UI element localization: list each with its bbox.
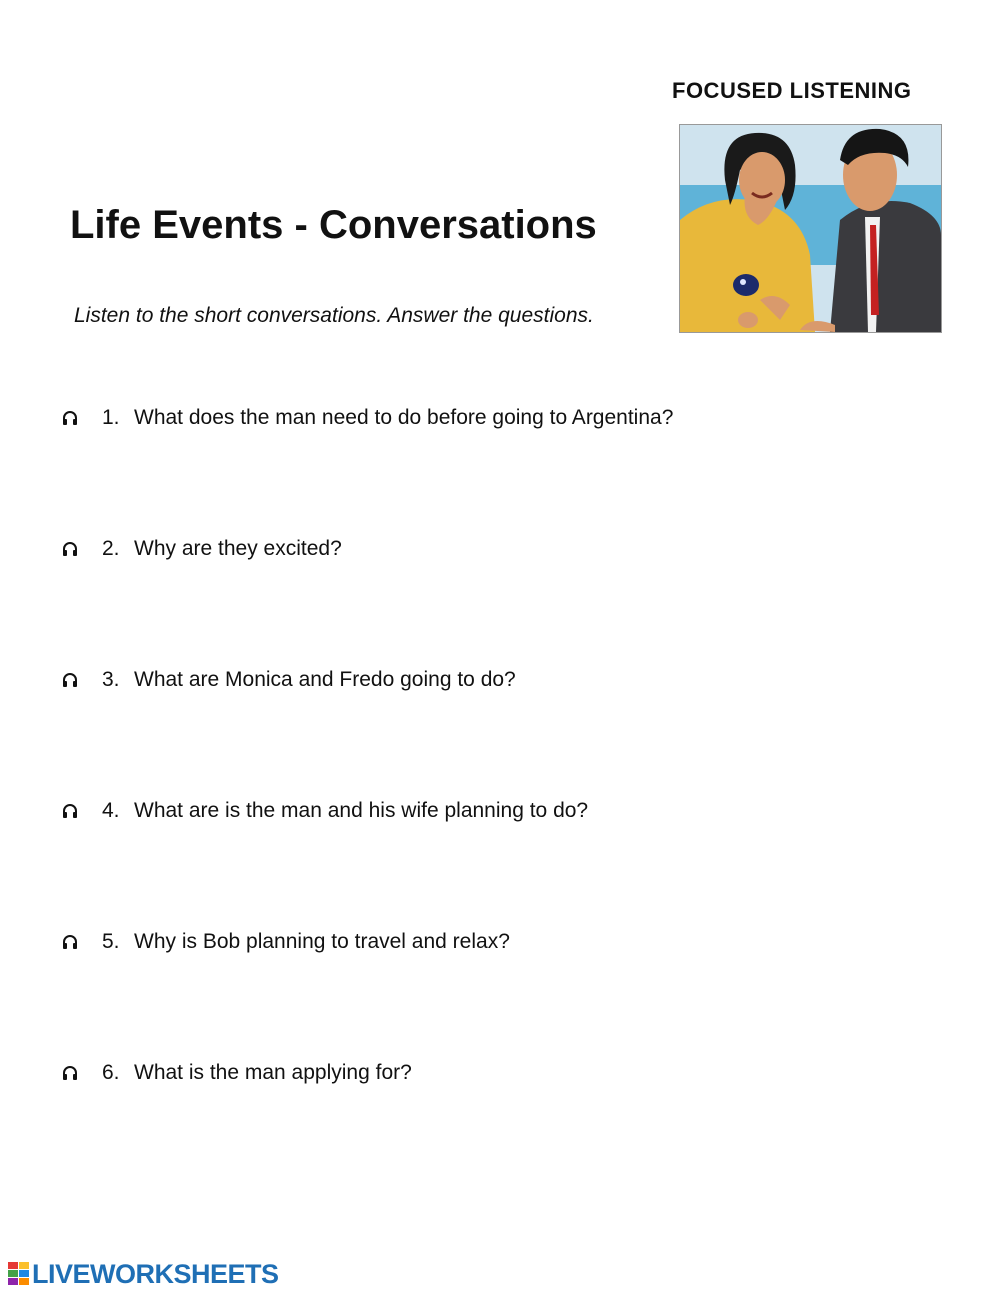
question-text: What is the man applying for? bbox=[134, 1061, 412, 1084]
liveworksheets-logo-icon bbox=[8, 1262, 30, 1286]
headphones-icon[interactable] bbox=[62, 672, 78, 688]
question-number: 1. bbox=[102, 406, 120, 429]
question-text: What does the man need to do before going to Argentina? bbox=[134, 406, 674, 429]
page-title: Life Events - Conversations bbox=[70, 203, 597, 247]
question-1 bbox=[62, 403, 673, 433]
question-3 bbox=[62, 665, 516, 695]
headphones-icon[interactable] bbox=[62, 934, 78, 950]
proposal-illustration-graphic bbox=[680, 125, 941, 332]
proposal-illustration bbox=[679, 124, 942, 333]
question-5 bbox=[62, 927, 510, 957]
instructions: Listen to the short conversations. Answer the questions. bbox=[74, 304, 594, 327]
question-number: 4. bbox=[102, 799, 120, 822]
question-text: Why are they excited? bbox=[134, 537, 342, 560]
headphones-icon[interactable] bbox=[62, 410, 78, 426]
headphones-icon[interactable] bbox=[62, 541, 78, 557]
logo-text: LIVEWORKSHEETS bbox=[32, 1258, 279, 1289]
question-number: 6. bbox=[102, 1061, 120, 1084]
question-2 bbox=[62, 534, 342, 564]
question-number: 3. bbox=[102, 668, 120, 691]
question-text: What are Monica and Fredo going to do? bbox=[134, 668, 516, 691]
headphones-icon[interactable] bbox=[62, 1065, 78, 1081]
headphones-icon[interactable] bbox=[62, 803, 78, 819]
question-4 bbox=[62, 796, 588, 826]
question-number: 2. bbox=[102, 537, 120, 560]
question-number: 5. bbox=[102, 930, 120, 953]
section-label: FOCUSED LISTENING bbox=[672, 78, 912, 103]
question-text: Why is Bob planning to travel and relax? bbox=[134, 930, 510, 953]
question-6 bbox=[62, 1058, 412, 1088]
liveworksheets-logo bbox=[8, 1259, 279, 1289]
question-text: What are is the man and his wife planning to do? bbox=[134, 799, 589, 822]
